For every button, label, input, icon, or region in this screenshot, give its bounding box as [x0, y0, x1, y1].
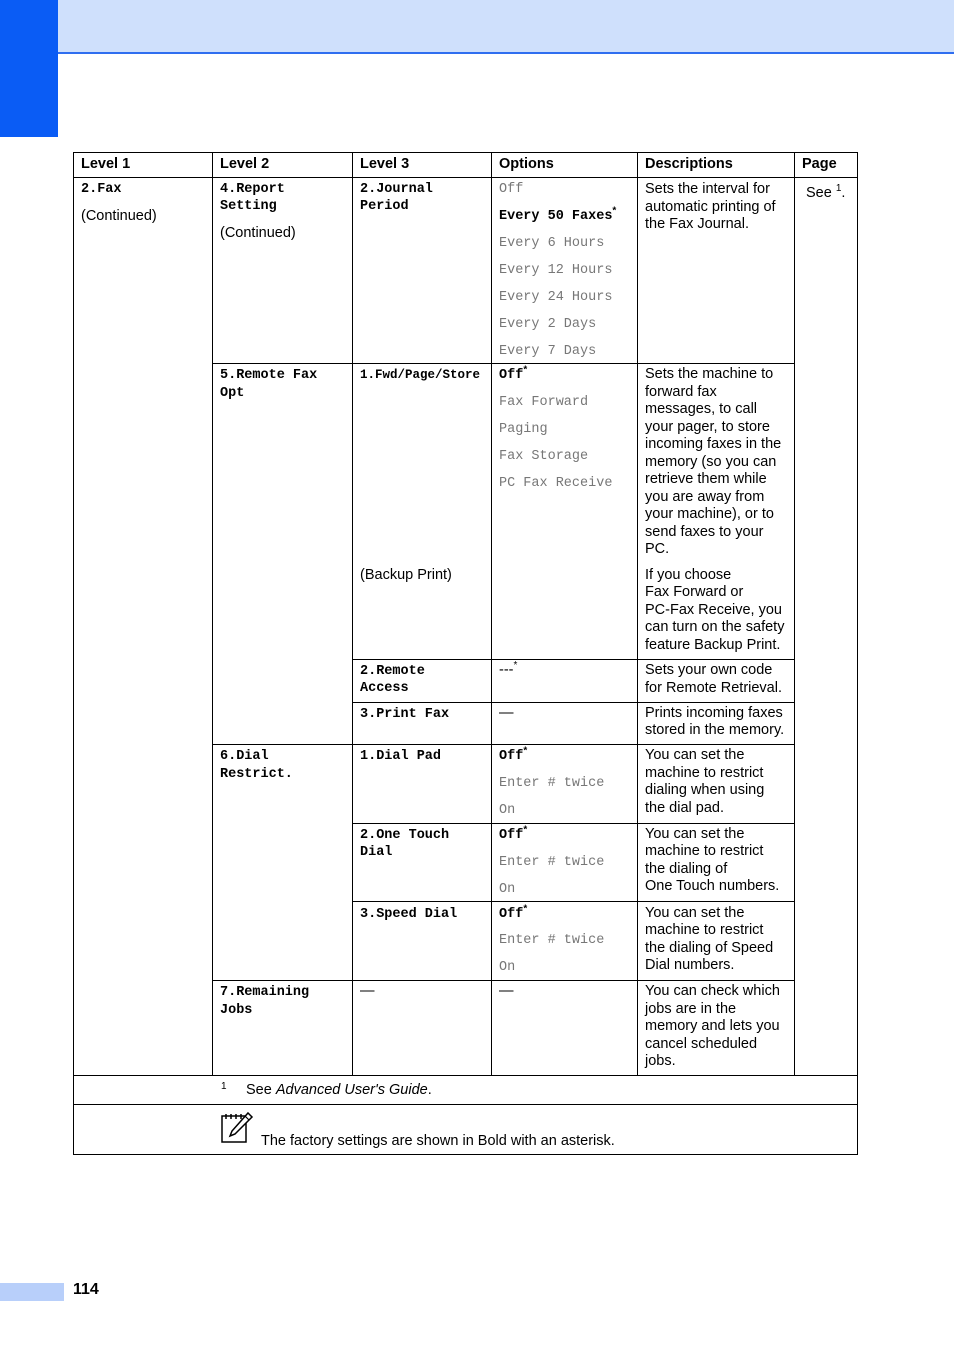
fwd-description: memory (so you can — [645, 454, 777, 470]
one-touch-description: One Touch numbers. — [645, 878, 780, 894]
dial-pad-description: You can set the — [645, 747, 745, 763]
fwd-description: your pager, to store — [645, 419, 770, 435]
fwd-description: PC. — [645, 541, 670, 557]
speed-dial-option: Enter # twice — [499, 933, 605, 948]
level3-remote-access-line2: Access — [360, 681, 409, 696]
fwd-description: send faxes to your — [645, 524, 764, 540]
level3-journal-line2: Period — [360, 199, 409, 214]
fwd-option: Fax Forward — [499, 395, 589, 410]
fwd-description: messages, to call — [645, 401, 758, 417]
remote-access-description: Sets your own code — [645, 662, 773, 678]
one-touch-option: Enter # twice — [499, 855, 605, 870]
level1-fax: 2.Fax — [81, 182, 122, 197]
page-tab — [0, 1283, 64, 1301]
level3-one-touch-line2: Dial — [360, 845, 393, 860]
header-page: Page — [802, 156, 837, 172]
header-descriptions: Descriptions — [645, 156, 733, 172]
footnote-text: See Advanced User's Guide. — [246, 1082, 432, 1098]
dial-pad-option: Enter # twice — [499, 776, 605, 791]
level2-report-line2: Setting — [220, 199, 277, 214]
one-touch-option: On — [499, 882, 516, 897]
level1-continued: (Continued) — [81, 208, 157, 224]
remaining-description: You can check which — [645, 983, 780, 999]
level2-remote-fax-line1: 5.Remote Fax — [220, 368, 318, 383]
level3-fwd-page-store: 1.Fwd/Page/Store — [360, 368, 481, 382]
journal-option-default: Every 50 Faxes* — [499, 205, 617, 224]
remote-access-description: for Remote Retrieval. — [645, 680, 782, 696]
print-fax-description: Prints incoming faxes — [645, 705, 783, 721]
level3-journal-line1: 2.Journal — [360, 182, 433, 197]
chapter-tab — [0, 0, 58, 137]
header-level2: Level 2 — [220, 156, 270, 172]
one-touch-option-default: Off* — [499, 824, 528, 843]
fwd-option-default: Off* — [499, 364, 528, 383]
note-pad-icon — [220, 1110, 254, 1144]
footnote-number: 1 — [221, 1081, 227, 1092]
backup-description: If you choose — [645, 567, 732, 583]
fwd-description: incoming faxes in the — [645, 436, 782, 452]
level2-dial-restrict-line2: Restrict. — [220, 767, 293, 782]
fwd-description: retrieve them while — [645, 471, 767, 487]
one-touch-description: the dialing of — [645, 861, 728, 877]
dial-pad-option-default: Off* — [499, 745, 528, 764]
speed-dial-description: Dial numbers. — [645, 957, 735, 973]
remote-access-option: ---* — [499, 660, 518, 678]
print-fax-description: stored in the memory. — [645, 722, 785, 738]
level2-report-line1: 4.Report — [220, 182, 285, 197]
remaining-description: cancel scheduled — [645, 1036, 758, 1052]
journal-description: the Fax Journal. — [645, 216, 749, 232]
level2-remote-fax-line2: Opt — [220, 386, 245, 401]
level3-speed-dial: 3.Speed Dial — [360, 907, 458, 922]
backup-description: can turn on the safety — [645, 619, 785, 635]
journal-description: Sets the interval for — [645, 181, 770, 197]
level3-dial-pad: 1.Dial Pad — [360, 749, 442, 764]
level2-dial-restrict-line1: 6.Dial — [220, 749, 269, 764]
speed-dial-description: the dialing of Speed — [645, 940, 774, 956]
print-fax-option: — — [499, 705, 514, 721]
header-level1: Level 1 — [81, 156, 131, 172]
journal-option: Every 12 Hours — [499, 263, 613, 278]
backup-description: feature Backup Print. — [645, 637, 781, 653]
header-level3: Level 3 — [360, 156, 410, 172]
journal-option: Every 2 Days — [499, 317, 597, 332]
page-number: 114 — [73, 1281, 99, 1298]
level3-print-fax: 3.Print Fax — [360, 707, 450, 722]
dial-pad-description: machine to restrict — [645, 765, 764, 781]
dial-pad-description: the dial pad. — [645, 800, 725, 816]
level2-remaining-line1: 7.Remaining — [220, 985, 310, 1000]
level2-remaining-line2: Jobs — [220, 1003, 253, 1018]
remaining-description: memory and lets you — [645, 1018, 780, 1034]
fwd-description: you are away from — [645, 489, 765, 505]
level2-report-continued: (Continued) — [220, 225, 296, 241]
header-band — [0, 0, 954, 54]
fwd-description: Sets the machine to — [645, 366, 774, 382]
fwd-option: Paging — [499, 422, 548, 437]
one-touch-description: machine to restrict — [645, 843, 764, 859]
header-options: Options — [499, 156, 554, 172]
speed-dial-option: On — [499, 960, 516, 975]
remaining-level3: — — [360, 983, 375, 999]
speed-dial-option-default: Off* — [499, 903, 528, 922]
journal-option: Off — [499, 182, 524, 197]
backup-description: Fax Forward or — [645, 584, 744, 600]
journal-option: Every 6 Hours — [499, 236, 605, 251]
backup-description: PC-Fax Receive, you — [645, 602, 782, 618]
level3-remote-access-line1: 2.Remote — [360, 664, 425, 679]
journal-option: Every 7 Days — [499, 344, 597, 359]
fwd-option: PC Fax Receive — [499, 476, 613, 491]
fwd-option: Fax Storage — [499, 449, 589, 464]
speed-dial-description: You can set the — [645, 905, 745, 921]
level3-one-touch-line1: 2.One Touch — [360, 828, 450, 843]
journal-option: Every 24 Hours — [499, 290, 613, 305]
journal-description: automatic printing of — [645, 199, 776, 215]
backup-print-label: (Backup Print) — [360, 567, 452, 583]
speed-dial-description: machine to restrict — [645, 922, 764, 938]
remaining-description: jobs. — [645, 1053, 676, 1069]
page-reference: See $^1$. — [806, 183, 846, 201]
one-touch-description: You can set the — [645, 826, 745, 842]
fwd-description: your machine), or to — [645, 506, 774, 522]
remaining-option: — — [499, 983, 514, 999]
note-text: The factory settings are shown in Bold with an asterisk. — [261, 1133, 615, 1149]
dial-pad-option: On — [499, 803, 516, 818]
remaining-description: jobs are in the — [645, 1001, 737, 1017]
fwd-description: forward fax — [645, 384, 717, 400]
dial-pad-description: dialing when using — [645, 782, 765, 798]
